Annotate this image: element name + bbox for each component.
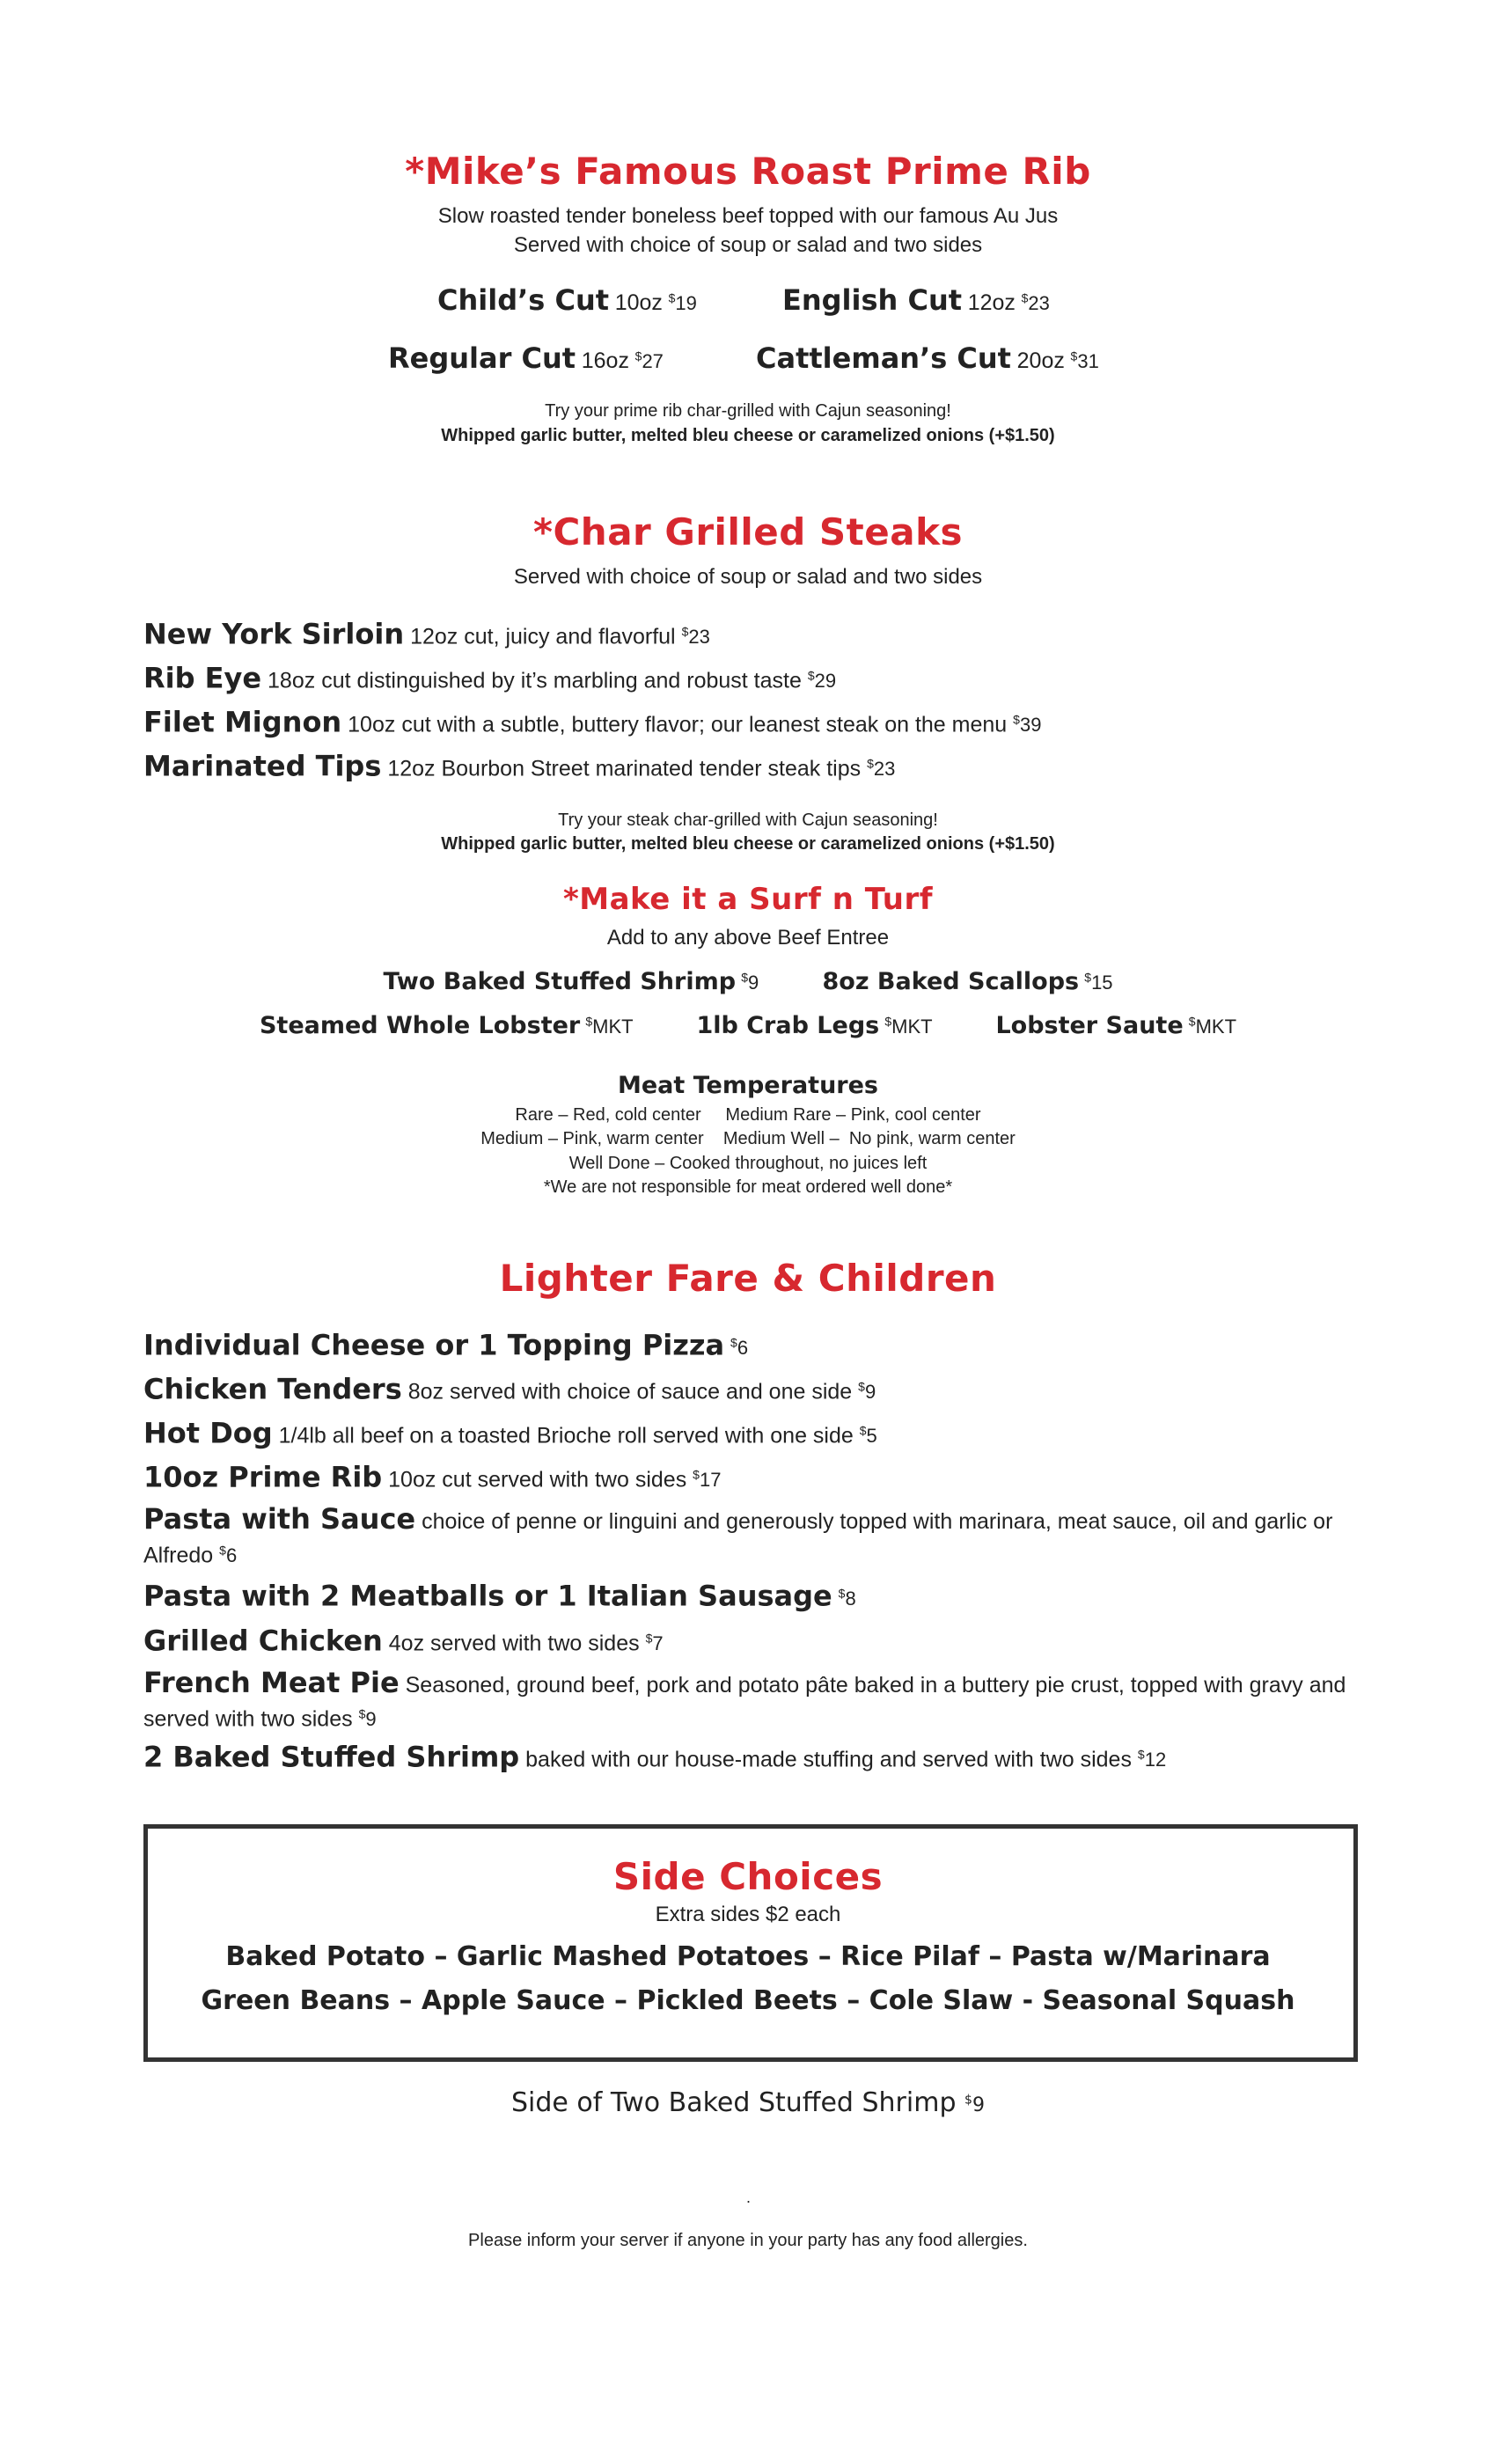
sides-line-1: Baked Potato – Garlic Mashed Potatoes – Rice Pilaf – Pasta w/Marinara [225, 1941, 1271, 1972]
temps-title: Meat Temperatures [618, 1072, 878, 1099]
temps-line-2: Medium – Pink, warm center Medium Well – No pink, warm center [480, 1129, 1016, 1148]
surf-title: *Make it a Surf n Turf [562, 882, 934, 917]
currency-symbol: $ [645, 1632, 653, 1646]
surf-item-price: MKT [1195, 1016, 1237, 1038]
currency-symbol: $ [730, 1336, 737, 1350]
currency-symbol: $ [219, 1544, 226, 1558]
cut-regular [388, 341, 664, 375]
sides-title: Side Choices [612, 1855, 884, 1898]
currency-symbol: $ [964, 2093, 972, 2108]
lighter-title: Lighter Fare & Children [499, 1257, 997, 1300]
cut-childs [437, 283, 697, 317]
steak-item [143, 706, 1393, 739]
item-name: Individual Cheese or 1 Topping Pizza [143, 1328, 725, 1362]
currency-symbol: $ [1137, 1748, 1145, 1762]
steak-item [143, 750, 1393, 783]
currency-symbol: $ [1188, 1014, 1196, 1029]
item-desc: 12oz cut, juicy and flavorful [410, 624, 676, 649]
item-price: 8 [845, 1588, 856, 1610]
item-name: Chicken Tenders [143, 1372, 402, 1406]
currency-symbol: $ [585, 1014, 593, 1029]
currency-symbol: $ [858, 1380, 865, 1394]
currency-symbol: $ [668, 290, 676, 305]
lighter-item [143, 1502, 1393, 1570]
cut-oz: 20oz [1016, 348, 1065, 373]
item-name: 2 Baked Stuffed Shrimp [143, 1740, 520, 1774]
cut-name: Child’s Cut [437, 283, 610, 317]
cut-oz: 10oz [614, 290, 663, 315]
item-desc: baked with our house-made stuffing and served with two sides [525, 1747, 1132, 1772]
item-price: 12 [1144, 1749, 1167, 1771]
surf-row-2 [0, 1012, 1496, 1039]
cut-price: 27 [642, 350, 664, 372]
surf-item-name: Two Baked Stuffed Shrimp [383, 968, 737, 995]
lighter-item [143, 1668, 1393, 1734]
temps-line-3: Well Done – Cooked throughout, no juices left [568, 1154, 928, 1173]
sides-extra: Extra sides $2 each [655, 1903, 841, 1926]
cut-price: 23 [1028, 292, 1050, 314]
steaks-title: *Char Grilled Steaks [533, 510, 963, 554]
item-desc: Seasoned, ground beef, pork and potato pâte baked in a buttery pie crust, topped with gravy and served with two sides [143, 1673, 1346, 1732]
item-desc: 8oz served with choice of sauce and one side [407, 1379, 853, 1404]
cut-price: 31 [1077, 350, 1099, 372]
prime-rib-note-1: Try your prime rib char-grilled with Cajun seasoning! [545, 401, 951, 421]
surf-item-name: 1lb Crab Legs [696, 1012, 880, 1039]
cut-cattlemans [756, 341, 1099, 375]
currency-symbol: $ [1070, 348, 1078, 363]
item-name: New York Sirloin [143, 617, 405, 651]
cut-name: Cattleman’s Cut [756, 341, 1011, 375]
item-name: Pasta with 2 Meatballs or 1 Italian Sausage [143, 1579, 832, 1613]
item-desc: 18oz cut distinguished by it’s marbling and robust taste [268, 668, 802, 693]
currency-symbol: $ [693, 1468, 700, 1482]
item-name: Pasta with Sauce [143, 1502, 416, 1536]
surf-item-name: Steamed Whole Lobster [259, 1012, 581, 1039]
item-price: 39 [1019, 714, 1042, 737]
surf-item-price: MKT [891, 1016, 933, 1038]
lighter-item [143, 1461, 1393, 1494]
currency-symbol: $ [681, 625, 689, 639]
surf-item-price: MKT [592, 1016, 634, 1038]
temps-line-4: *We are not responsible for meat ordered well done* [543, 1177, 953, 1197]
item-price: 29 [814, 670, 837, 693]
footer-dot: . [746, 2189, 752, 2206]
lighter-item [143, 1624, 1393, 1658]
item-name: Marinated Tips [143, 749, 382, 783]
steak-item [143, 662, 1393, 695]
item-name: Filet Mignon [143, 705, 342, 739]
item-price: 6 [737, 1337, 749, 1360]
prime-rib-title: *Mike’s Famous Roast Prime Rib [405, 150, 1091, 193]
currency-symbol: $ [358, 1707, 366, 1721]
cut-oz: 12oz [967, 290, 1016, 315]
lighter-item [143, 1580, 1393, 1613]
item-price: 9 [864, 1381, 876, 1404]
extra-side-item [0, 2087, 1496, 2118]
cut-oz: 16oz [581, 348, 629, 373]
item-price: 5 [866, 1425, 877, 1448]
extra-side-name: Side of Two Baked Stuffed Shrimp [511, 2087, 957, 2118]
currency-symbol: $ [634, 348, 642, 363]
prime-rib-desc-2: Served with choice of soup or salad and two sides [513, 233, 983, 257]
item-price: 9 [365, 1708, 377, 1731]
steak-item [143, 618, 1393, 651]
item-price: 23 [688, 626, 710, 649]
currency-symbol: $ [838, 1587, 846, 1601]
cut-name: English Cut [782, 283, 963, 317]
surf-item-price: 15 [1091, 972, 1113, 994]
currency-symbol: $ [867, 757, 874, 771]
sides-line-2: Green Beans – Apple Sauce – Pickled Beets – Cole Slaw - Seasonal Squash [201, 1985, 1295, 2016]
lighter-item [143, 1329, 1393, 1362]
temps-line-1: Rare – Red, cold center Medium Rare – Pink, cool center [515, 1105, 981, 1125]
currency-symbol: $ [807, 669, 815, 683]
lighter-item [143, 1373, 1393, 1406]
currency-symbol: $ [741, 970, 748, 985]
currency-symbol: $ [859, 1424, 867, 1438]
cut-name: Regular Cut [388, 341, 576, 375]
item-desc: choice of penne or linguini and generously topped with marinara, meat sauce, oil and garlic or Alfredo [143, 1509, 1333, 1568]
steaks-note-2: Whipped garlic butter, melted bleu cheese or caramelized onions (+$1.50) [441, 834, 1055, 854]
steaks-note-1: Try your steak char-grilled with Cajun seasoning! [558, 810, 938, 830]
currency-symbol: $ [1013, 713, 1020, 727]
item-name: Hot Dog [143, 1416, 273, 1450]
item-price: 23 [873, 758, 896, 781]
prime-rib-note-2: Whipped garlic butter, melted bleu cheese or caramelized onions (+$1.50) [441, 426, 1055, 445]
extra-side-price: 9 [972, 2094, 985, 2116]
currency-symbol: $ [1021, 290, 1029, 305]
lighter-item [143, 1741, 1393, 1774]
currency-symbol: $ [1084, 970, 1092, 985]
item-price: 7 [652, 1632, 664, 1655]
prime-rib-desc-1: Slow roasted tender boneless beef topped with our famous Au Jus [437, 204, 1059, 228]
surf-item-price: 9 [747, 972, 759, 994]
surf-item-name: Lobster Saute [995, 1012, 1184, 1039]
allergy-notice: Please inform your server if anyone in your party has any food allergies. [468, 2231, 1028, 2250]
item-desc: 1/4lb all beef on a toasted Brioche roll served with one side [278, 1423, 854, 1448]
steaks-desc: Served with choice of soup or salad and two sides [513, 565, 983, 589]
surf-item-name: 8oz Baked Scallops [822, 968, 1080, 995]
item-price: 17 [699, 1469, 722, 1492]
item-desc: 10oz cut served with two sides [388, 1467, 687, 1492]
cut-price: 19 [675, 292, 697, 314]
item-price: 6 [225, 1544, 238, 1567]
item-name: Rib Eye [143, 661, 262, 695]
item-name: 10oz Prime Rib [143, 1460, 383, 1494]
currency-symbol: $ [884, 1014, 892, 1029]
surf-row-1 [0, 968, 1496, 995]
item-name: French Meat Pie [143, 1666, 400, 1699]
item-desc: 4oz served with two sides [388, 1631, 640, 1656]
item-desc: 12oz Bourbon Street marinated tender steak tips [387, 756, 862, 781]
cut-english [782, 283, 1050, 317]
surf-desc: Add to any above Beef Entree [606, 926, 890, 950]
item-desc: 10oz cut with a subtle, buttery flavor; our leanest steak on the menu [348, 712, 1008, 737]
lighter-item [143, 1417, 1393, 1450]
item-name: Grilled Chicken [143, 1624, 383, 1658]
